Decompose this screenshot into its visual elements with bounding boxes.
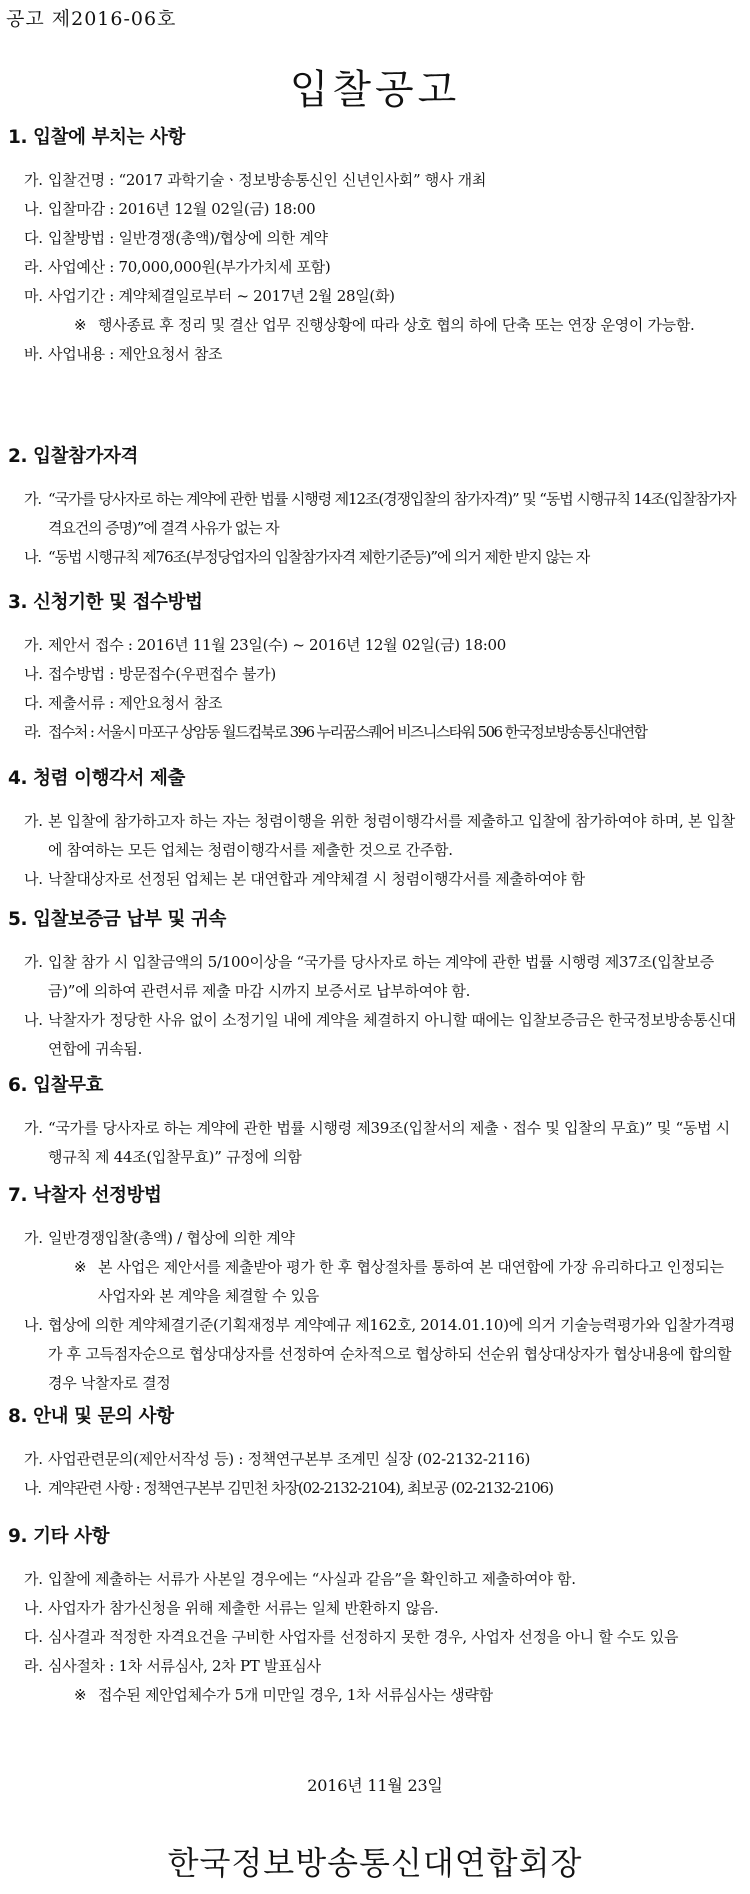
list-item	[0, 689, 750, 718]
item-marker: 라.	[24, 723, 41, 741]
list-item	[0, 166, 750, 195]
list-item	[0, 1445, 750, 1474]
item-marker: 다.	[24, 694, 43, 712]
item-text: “국가를 당사자로 하는 계약에 관한 법률 시행령 제39조(입찰서의 제출ㆍ접수 및 입찰의 무효)” 및 “동법 시행규칙 제 44조(입찰무효)” 규정에 의함	[48, 1119, 730, 1166]
list-item	[0, 224, 750, 253]
item-marker: 나.	[24, 548, 42, 566]
item-text: 접수방법 : 방문접수(우편접수 불가)	[48, 665, 276, 683]
list-item	[0, 340, 750, 369]
item-text: 입찰방법 : 일반경쟁(총액)/협상에 의한 계약	[48, 229, 328, 247]
list-item	[0, 253, 750, 282]
section-items	[0, 1224, 750, 1398]
item-text: 일반경쟁입찰(총액) / 협상에 의한 계약	[48, 1229, 295, 1247]
list-item	[0, 195, 750, 224]
list-item	[0, 865, 750, 894]
list-item	[0, 1623, 750, 1652]
list-item	[0, 1474, 750, 1503]
item-marker: 가.	[24, 1229, 43, 1247]
item-marker: 가.	[24, 490, 42, 508]
signatory: 한국정보방송통신대연합회장	[167, 1844, 583, 1882]
section-items	[0, 485, 750, 572]
item-text: “국가를 당사자로 하는 계약에 관한 법률 시행령 제12조(경쟁입찰의 참가자격)” 및 “동법 시행규칙 14조(입찰참가자격요건의 증명)”에 결격 사유가 없는 자	[48, 490, 736, 537]
list-item	[0, 1565, 750, 1594]
note-item	[0, 1681, 750, 1710]
item-marker: 다.	[24, 229, 43, 247]
section-items	[0, 1445, 750, 1503]
item-text: 접수처 : 서울시 마포구 상암동 월드컵북로 396 누리꿈스퀘어 비즈니스타워 506 한국정보방송통신대연합	[48, 723, 647, 741]
item-text: 사업자가 참가신청을 위해 제출한 서류는 일체 반환하지 않음.	[48, 1599, 439, 1617]
item-text: 접수된 제안업체수가 5개 미만일 경우, 1차 서류심사는 생략함	[98, 1686, 493, 1704]
note-item	[0, 1253, 750, 1311]
document-title: 입찰공고	[289, 67, 461, 113]
item-marker: 다.	[24, 1628, 43, 1646]
note-marker: ※	[74, 316, 87, 334]
item-marker: 나.	[24, 1011, 43, 1029]
item-marker: 나.	[24, 200, 43, 218]
item-text: 본 입찰에 참가하고자 하는 자는 청렴이행을 위한 청렴이행각서를 제출하고 입찰에 참가하여야 하며, 본 입찰에 참여하는 모든 업체는 청렴이행각서를 제출한 것으로 간주함.	[48, 812, 735, 859]
section-heading: 8. 안내 및 문의 사항	[8, 1406, 174, 1427]
item-marker: 나.	[24, 1479, 42, 1497]
list-item	[0, 282, 750, 311]
list-item	[0, 1114, 750, 1172]
item-text: 계약관련 사항 : 정책연구본부 김민천 차장(02-2132-2104), 최보공 (02-2132-2106)	[48, 1479, 553, 1497]
item-text: “동법 시행규칙 제76조(부정당업자의 입찰참가자격 제한기준등)”에 의거 제한 받지 않는 자	[48, 548, 590, 566]
item-marker: 바.	[24, 345, 43, 363]
note-marker: ※	[74, 1258, 87, 1276]
item-marker: 마.	[24, 287, 43, 305]
item-text: 행사종료 후 정리 및 결산 업무 진행상황에 따라 상호 협의 하에 단축 또는 연장 운영이 가능함.	[98, 316, 695, 334]
section-heading: 7. 낙찰자 선정방법	[8, 1185, 162, 1206]
item-marker: 라.	[24, 258, 43, 276]
section-heading: 4. 청렴 이행각서 제출	[8, 768, 185, 789]
list-item	[0, 543, 750, 572]
list-item	[0, 1594, 750, 1623]
notice-date: 2016년 11월 23일	[307, 1776, 443, 1795]
item-marker: 가.	[24, 1570, 43, 1588]
list-item	[0, 1311, 750, 1398]
section-heading: 6. 입찰무효	[8, 1075, 104, 1096]
section-items	[0, 631, 750, 747]
item-marker: 가.	[24, 636, 43, 654]
item-text: 협상에 의한 계약체결기준(기획재정부 계약예규 제162호, 2014.01.10)에 의거 기술능력평가와 입찰가격평가 후 고득점자순으로 협상대상자를 선정하여 순차적으로 협상하되 선순위 협상대상자가 협상내용에 합의할 경우 낙찰자로 결정	[48, 1316, 735, 1392]
item-marker: 가.	[24, 1119, 43, 1137]
section-heading: 2. 입찰참가자격	[8, 446, 138, 467]
item-text: 사업관련문의(제안서작성 등) : 정책연구본부 조계민 실장 (02-2132-2116)	[48, 1450, 531, 1468]
notice-number: 공고 제2016-06호	[6, 8, 177, 30]
section-heading: 5. 입찰보증금 납부 및 귀속	[8, 909, 226, 930]
item-text: 사업내용 : 제안요청서 참조	[48, 345, 223, 363]
item-text: 입찰마감 : 2016년 12월 02일(금) 18:00	[48, 200, 316, 218]
list-item	[0, 1006, 750, 1064]
item-marker: 나.	[24, 665, 43, 683]
list-item	[0, 631, 750, 660]
item-text: 제안서 접수 : 2016년 11월 23일(수) ~ 2016년 12월 02일(금) 18:00	[48, 636, 507, 654]
item-text: 입찰 참가 시 입찰금액의 5/100이상을 “국가를 당사자로 하는 계약에 관한 법률 시행령 제37조(입찰보증금)”에 의하여 관련서류 제출 마감 시까지 보증서로 납부하여야 함.	[48, 953, 714, 1000]
item-marker: 나.	[24, 1599, 43, 1617]
item-marker: 가.	[24, 171, 43, 189]
item-marker: 나.	[24, 1316, 43, 1334]
item-marker: 라.	[24, 1657, 43, 1675]
section-heading: 3. 신청기한 및 접수방법	[8, 592, 203, 613]
item-text: 입찰에 제출하는 서류가 사본일 경우에는 “사실과 같음”을 확인하고 제출하여야 함.	[48, 1570, 576, 1588]
item-text: 낙찰대상자로 선정된 업체는 본 대연합과 계약체결 시 청렴이행각서를 제출하여야 함	[48, 870, 585, 888]
item-text: 제출서류 : 제안요청서 참조	[48, 694, 223, 712]
list-item	[0, 660, 750, 689]
list-item	[0, 1224, 750, 1253]
section-items	[0, 1114, 750, 1172]
item-marker: 가.	[24, 812, 43, 830]
item-marker: 가.	[24, 953, 43, 971]
list-item	[0, 807, 750, 865]
list-item	[0, 485, 750, 543]
section-items	[0, 166, 750, 369]
item-marker: 나.	[24, 870, 43, 888]
item-text: 사업예산 : 70,000,000원(부가가치세 포함)	[48, 258, 331, 276]
item-text: 입찰건명 : “2017 과학기술ㆍ정보방송통신인 신년인사회” 행사 개최	[48, 171, 487, 189]
section-items	[0, 1565, 750, 1710]
list-item	[0, 948, 750, 1006]
note-item	[0, 311, 750, 340]
item-text: 본 사업은 제안서를 제출받아 평가 한 후 협상절차를 통하여 본 대연합에 가장 유리하다고 인정되는 사업자와 본 계약을 체결할 수 있음	[98, 1258, 724, 1305]
section-items	[0, 948, 750, 1064]
section-heading: 9. 기타 사항	[8, 1526, 110, 1547]
item-text: 심사결과 적정한 자격요건을 구비한 사업자를 선정하지 못한 경우, 사업자 선정을 아니 할 수도 있음	[48, 1628, 679, 1646]
item-text: 사업기간 : 계약체결일로부터 ~ 2017년 2월 28일(화)	[48, 287, 395, 305]
section-items	[0, 807, 750, 894]
section-heading: 1. 입찰에 부치는 사항	[8, 127, 185, 148]
item-text: 심사절차 : 1차 서류심사, 2차 PT 발표심사	[48, 1657, 321, 1675]
list-item	[0, 718, 750, 747]
item-text: 낙찰자가 정당한 사유 없이 소정기일 내에 계약을 체결하지 아니할 때에는 입찰보증금은 한국정보방송통신대연합에 귀속됨.	[48, 1011, 736, 1058]
note-marker: ※	[74, 1686, 87, 1704]
list-item	[0, 1652, 750, 1681]
item-marker: 가.	[24, 1450, 43, 1468]
